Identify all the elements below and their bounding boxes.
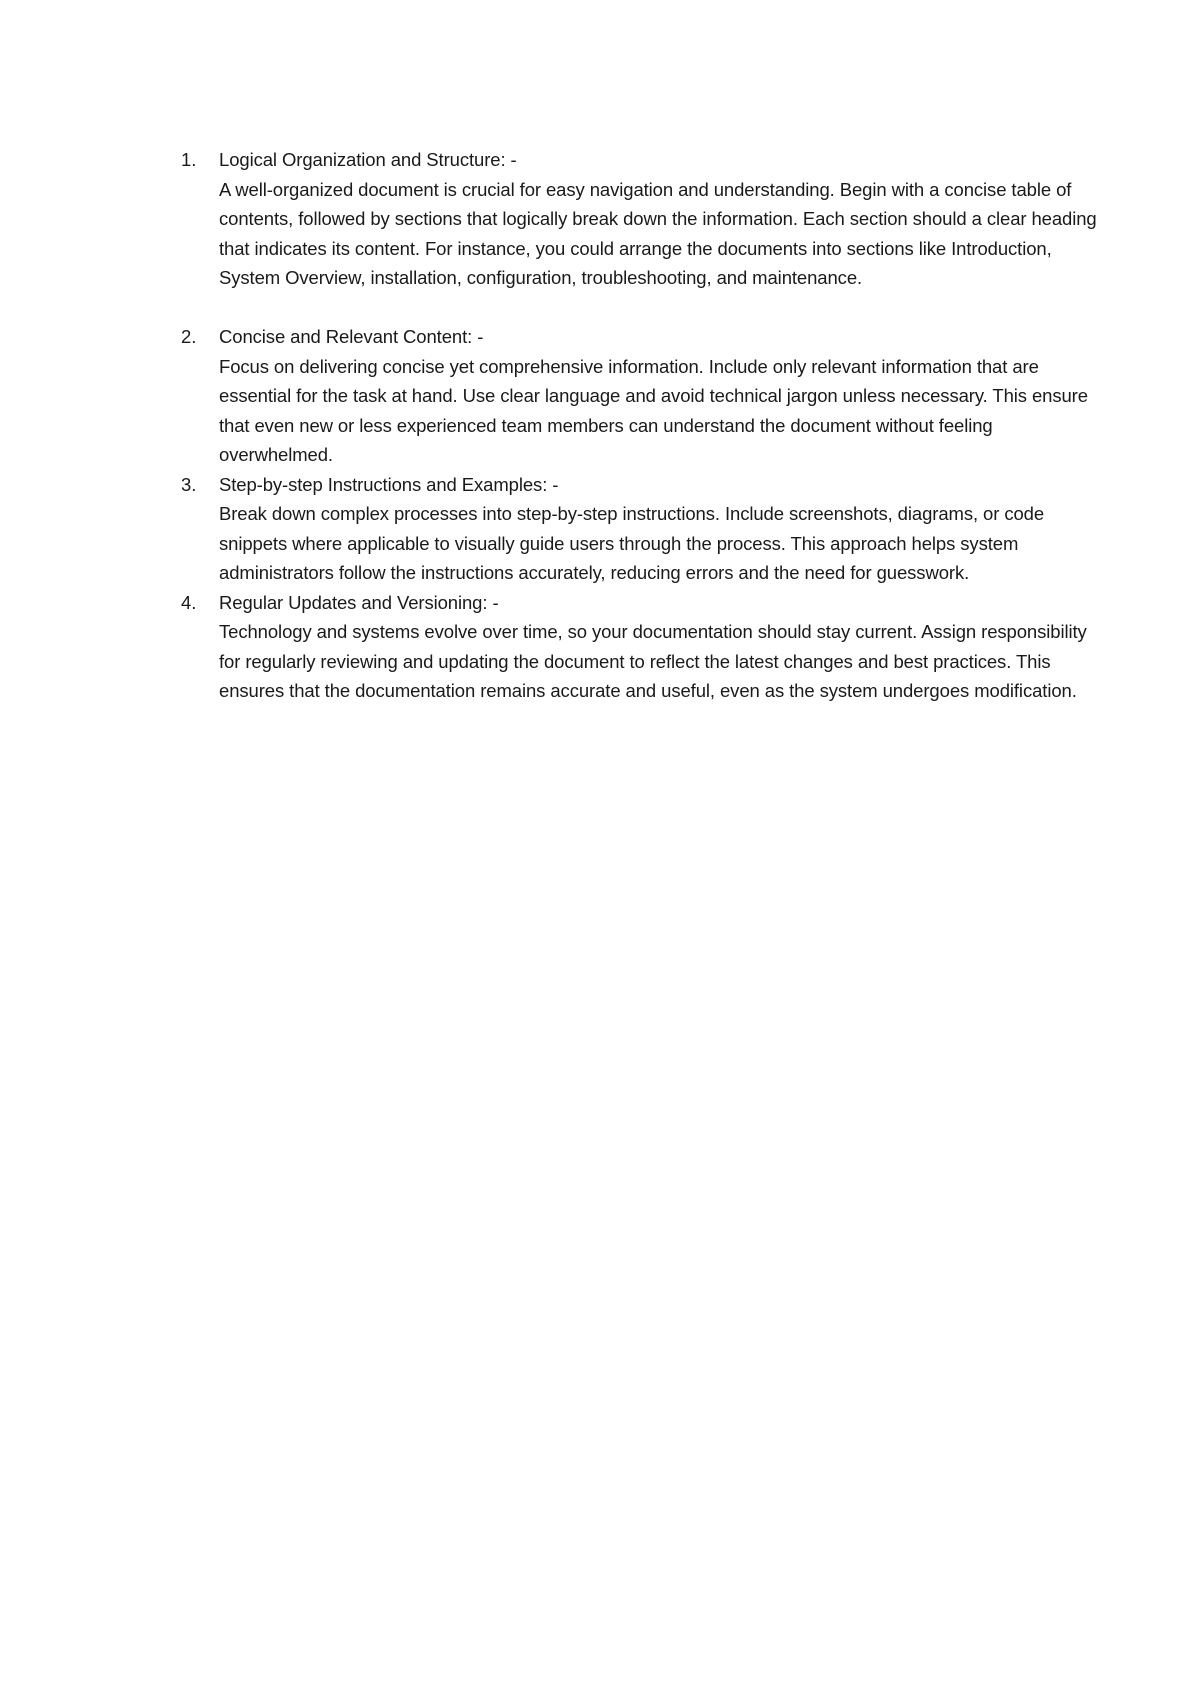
list-item-body: Focus on delivering concise yet comprehensive information. Include only relevant information that are essential for the task at hand. Use clear language and avoid technical jargon unless necessary. This ensure that even new or less experienced team members can understand the document without feeling overwhelmed.: [219, 355, 1088, 465]
list-item-body: Technology and systems evolve over time, so your documentation should stay current. Assign responsibility for regularly reviewing and updating the document to reflect the latest changes and best practices. This ensures that the documentation remains accurate and useful, even as the system undergoes modification.: [219, 621, 1087, 701]
list-item-body: A well-organized document is crucial for easy navigation and understanding. Begin with a concise table of contents, followed by sections that logically break down the information. Each section should a clear heading that indicates its content. For instance, you could arrange the documents into sections like Introduction, System Overview, installation, configuration, troubleshooting, and maintenance.: [219, 178, 1097, 288]
list-item-heading: Step-by-step Instructions and Examples: -: [219, 473, 559, 495]
list-item-number: 4.: [181, 591, 197, 613]
list-item-number: 3.: [181, 473, 197, 495]
list-item: [0, 322, 1099, 470]
list-item-heading: Concise and Relevant Content: -: [219, 326, 484, 347]
list-item: [0, 470, 1099, 588]
list-item-heading: Regular Updates and Versioning: -: [219, 591, 499, 613]
list-item-number: 1.: [181, 149, 197, 170]
list-item: [0, 588, 1099, 706]
list-item-body: Break down complex processes into step-by-step instructions. Include screenshots, diagrams, or code snippets where applicable to visually guide users through the process. This approach helps system administrators follow the instructions accurately, reducing errors and the need for guesswork.: [219, 503, 1045, 583]
list-item: [0, 145, 1099, 293]
list-item-heading: Logical Organization and Structure: -: [219, 149, 517, 170]
numbered-list: [0, 145, 1200, 706]
list-item-number: 2.: [181, 326, 197, 347]
